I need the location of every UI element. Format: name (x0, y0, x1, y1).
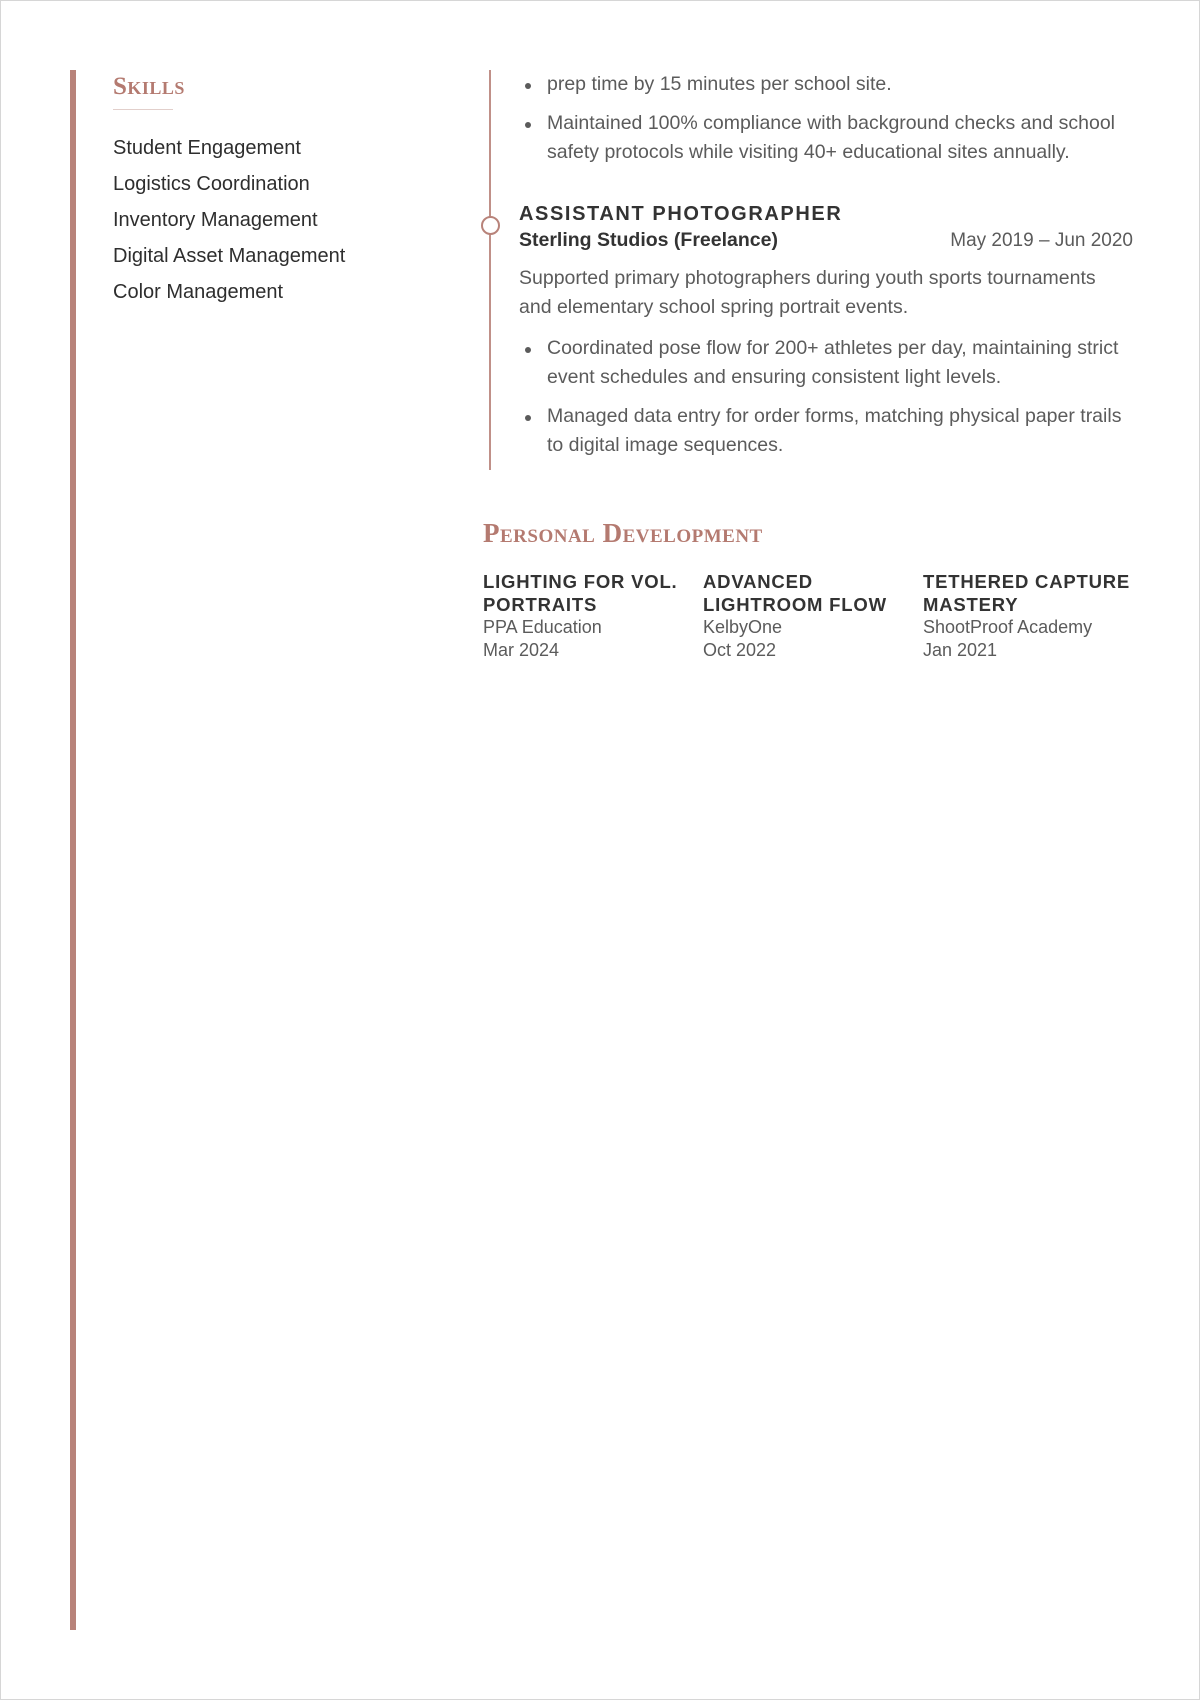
job-entry (519, 201, 1133, 460)
skill-item: Inventory Management (113, 209, 318, 231)
timeline-node-icon (481, 216, 500, 235)
skills-divider (113, 109, 173, 110)
course-name: TETHERED CAPTURE MASTERY (923, 571, 1131, 615)
personal-development-grid (483, 570, 1143, 662)
job-dates: May 2019 – Jun 2020 (950, 230, 1133, 251)
course-provider: ShootProof Academy (923, 617, 1093, 637)
experience-timeline-line (489, 70, 491, 470)
job-company: Sterling Studios (Freelance) (519, 229, 778, 251)
bullet-item: prep time by 15 minutes per school site. (519, 70, 1133, 99)
accent-bar (70, 70, 76, 1630)
job-summary: Supported primary photographers during youth sports tournaments and elementary school spring portrait events. (519, 267, 1096, 318)
course-name: ADVANCED LIGHTROOM FLOW (703, 571, 887, 615)
course-date: Oct 2022 (703, 640, 777, 660)
course-date: Mar 2024 (483, 640, 560, 660)
job-meta (519, 229, 1133, 252)
skill-item: Student Engagement (113, 137, 301, 159)
skill-item: Digital Asset Management (113, 245, 346, 267)
skills-section (113, 71, 443, 310)
course-item (703, 570, 923, 662)
bullet-item: Managed data entry for order forms, matching physical paper trails to digital image sequences. (519, 402, 1133, 460)
course-name: LIGHTING FOR VOL. PORTRAITS (483, 571, 678, 615)
course-item (483, 570, 703, 662)
personal-development-section (483, 516, 1143, 662)
course-date: Jan 2021 (923, 640, 998, 660)
course-item (923, 570, 1143, 662)
course-provider: KelbyOne (703, 617, 783, 637)
previous-job-bullets (519, 70, 1133, 167)
course-provider: PPA Education (483, 617, 602, 637)
experience-section (519, 70, 1133, 470)
job-title: ASSISTANT PHOTOGRAPHER (519, 203, 843, 225)
skill-item: Logistics Coordination (113, 173, 310, 195)
job-bullets (519, 334, 1133, 460)
skills-heading: Skills (113, 73, 185, 100)
bullet-item: Maintained 100% compliance with background checks and school safety protocols while visiting 40+ educational sites annually. (519, 109, 1133, 167)
bullet-item: Coordinated pose flow for 200+ athletes per day, maintaining strict event schedules and ensuring consistent light levels. (519, 334, 1133, 392)
skill-item: Color Management (113, 281, 284, 303)
personal-development-heading: Personal Development (483, 518, 763, 548)
skills-list (113, 130, 443, 310)
